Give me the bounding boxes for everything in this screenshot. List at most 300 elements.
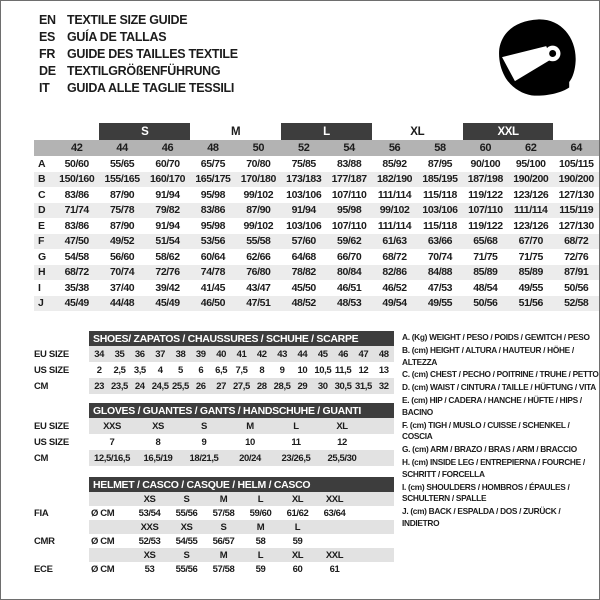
size-value: 24,5 bbox=[151, 380, 169, 392]
row-label: CM bbox=[34, 380, 49, 392]
size-value: XXS bbox=[103, 420, 121, 432]
size-value: 48 bbox=[378, 348, 389, 360]
size-value: XS bbox=[143, 549, 156, 561]
size-value: 155/165 bbox=[99, 172, 144, 188]
table-row bbox=[34, 562, 394, 576]
size-value: 83/86 bbox=[190, 203, 235, 219]
size-value: 182/190 bbox=[372, 172, 417, 188]
table-row bbox=[34, 450, 394, 466]
size-value: 45/49 bbox=[54, 296, 99, 312]
size-value: 46 bbox=[338, 348, 348, 360]
size-value: 111/114 bbox=[377, 219, 412, 232]
size-value: 27,5 bbox=[233, 380, 250, 392]
language-code: ES bbox=[39, 30, 56, 44]
size-value: 170/180 bbox=[236, 172, 281, 188]
size-value: 87/90 bbox=[236, 203, 281, 219]
size-value: 91/94 bbox=[155, 188, 180, 201]
measurement-row bbox=[34, 296, 599, 312]
guide-title: GUÍA DE TALLAS bbox=[67, 30, 167, 44]
size-value: 46/51 bbox=[337, 281, 362, 294]
size-value: 61 bbox=[329, 563, 340, 575]
size-value: 75/78 bbox=[99, 203, 144, 219]
table-row bbox=[34, 434, 394, 450]
size-value: 12,5/16,5 bbox=[93, 452, 131, 464]
size-number: 50 bbox=[236, 140, 281, 156]
size-value: 47/51 bbox=[236, 296, 281, 312]
size-value: 27 bbox=[216, 380, 227, 392]
size-value: 37 bbox=[155, 348, 166, 360]
size-value: 82/86 bbox=[372, 265, 417, 281]
size-value: 95/100 bbox=[515, 157, 546, 170]
table-row bbox=[34, 534, 394, 548]
row-cells bbox=[89, 562, 394, 576]
size-value: 68/72 bbox=[382, 250, 407, 263]
size-value: 63/64 bbox=[323, 507, 346, 519]
textile-size-table bbox=[34, 123, 599, 311]
size-value: 95/98 bbox=[200, 219, 226, 232]
size-value: 46/52 bbox=[382, 281, 407, 294]
size-group-xxl: XXL bbox=[463, 123, 554, 140]
size-value: 70/74 bbox=[99, 265, 144, 281]
size-value: 71/75 bbox=[473, 250, 498, 263]
size-value: 61/63 bbox=[372, 234, 417, 250]
size-value: 31,5 bbox=[354, 380, 372, 392]
size-value: 119/122 bbox=[468, 188, 503, 201]
size-value: 57/58 bbox=[212, 563, 235, 575]
size-value: 48/52 bbox=[281, 296, 326, 312]
size-value: 111/114 bbox=[377, 188, 412, 201]
size-value: M bbox=[219, 493, 228, 505]
size-value: 34 bbox=[94, 348, 105, 360]
size-value: 56/60 bbox=[109, 250, 135, 263]
size-value: 72/76 bbox=[145, 265, 190, 281]
size-value: 28,5 bbox=[273, 380, 291, 392]
legend-item: C. (cm) CHEST / PECHO / POITRINE / TRUHE / PETTO bbox=[402, 369, 599, 380]
size-value: 53/54 bbox=[138, 507, 161, 519]
size-value: 6,5 bbox=[215, 364, 228, 376]
size-value: 20/24 bbox=[239, 452, 261, 464]
size-value: 30 bbox=[317, 380, 328, 392]
measurement-row bbox=[34, 156, 599, 172]
size-value: 99/102 bbox=[243, 219, 274, 232]
language-row bbox=[39, 12, 238, 29]
language-row bbox=[39, 63, 238, 80]
row-label bbox=[34, 477, 89, 492]
size-value: 103/106 bbox=[286, 219, 322, 232]
size-value: L bbox=[257, 493, 264, 505]
row-letter: C bbox=[38, 188, 46, 201]
size-value: 55/65 bbox=[109, 157, 135, 170]
size-value: 55/58 bbox=[236, 234, 281, 250]
size-value: XL bbox=[291, 493, 304, 505]
legend-item: B. (cm) HEIGHT / ALTURA / HAUTEUR / HÖHE / ALTEZZA bbox=[402, 344, 574, 367]
measurement-row bbox=[34, 187, 599, 203]
size-value: 36 bbox=[134, 348, 145, 360]
size-value: XL bbox=[336, 420, 348, 432]
size-value: 95/98 bbox=[326, 203, 371, 219]
gloves-size-table bbox=[34, 403, 394, 466]
size-value: 12 bbox=[358, 364, 369, 376]
size-value: 7 bbox=[109, 436, 115, 448]
size-value: 95/98 bbox=[200, 188, 226, 201]
shoes-table-header: SHOES/ ZAPATOS / CHAUSSURES / SCHUHE / SCARPE bbox=[89, 331, 394, 346]
row-label: ECE bbox=[34, 563, 53, 575]
size-value: XXL bbox=[325, 549, 344, 561]
row-cells bbox=[89, 450, 394, 466]
size-value: S bbox=[201, 420, 207, 432]
size-value: 150/160 bbox=[54, 172, 99, 188]
size-value: 83/86 bbox=[64, 188, 89, 201]
row-cells bbox=[89, 520, 394, 534]
measurement-legend bbox=[402, 331, 599, 531]
row-label: EU SIZE bbox=[34, 348, 69, 360]
size-value: 29 bbox=[297, 380, 308, 392]
size-value: 41/45 bbox=[200, 281, 226, 294]
legend-item: G. (cm) ARM / BRAZO / BRAS / ARM / BRACCIO bbox=[402, 444, 577, 455]
size-value: 25,5/30 bbox=[327, 452, 357, 464]
size-value: M bbox=[246, 420, 254, 432]
size-value: 5 bbox=[178, 364, 183, 376]
guide-title: TEXTILE SIZE GUIDE bbox=[67, 13, 188, 27]
size-group-s: S bbox=[99, 123, 190, 140]
size-value: S bbox=[183, 493, 190, 505]
size-value: 13 bbox=[378, 364, 389, 376]
row-letter: E bbox=[38, 219, 45, 232]
size-value: 76/80 bbox=[236, 265, 281, 281]
size-value: 8 bbox=[155, 436, 161, 448]
size-value: 107/110 bbox=[463, 203, 508, 219]
size-value: 111/114 bbox=[508, 203, 553, 219]
legend-item: F. (cm) TIGH / MUSLO / CUISSE / SCHENKEL / COSCIA bbox=[402, 419, 570, 442]
size-value: 57/60 bbox=[281, 234, 326, 250]
size-value: 115/118 bbox=[422, 188, 457, 201]
size-value: 173/183 bbox=[281, 172, 326, 188]
corner-cell bbox=[34, 123, 54, 140]
language-row bbox=[39, 80, 238, 97]
size-value: 39 bbox=[195, 348, 206, 360]
size-value: 99/102 bbox=[372, 203, 417, 219]
table-row bbox=[34, 346, 394, 362]
size-number: 62 bbox=[508, 140, 553, 156]
row-letter: F bbox=[34, 234, 54, 250]
size-value: 44 bbox=[297, 348, 308, 360]
legend-item: J. (cm) BACK / ESPALDA / DOS / ZURÜCK / INDIETRO bbox=[402, 506, 561, 528]
row-label bbox=[34, 520, 89, 534]
size-value: 103/106 bbox=[286, 188, 322, 201]
row-label: CMR bbox=[34, 535, 55, 547]
helmet-size-table bbox=[34, 477, 394, 576]
size-value: 119/122 bbox=[468, 219, 503, 232]
size-number-row bbox=[34, 140, 599, 156]
measurement-row bbox=[34, 203, 599, 219]
size-group-m: M bbox=[231, 125, 241, 138]
size-value: 47/50 bbox=[54, 234, 99, 250]
size-value: 99/102 bbox=[243, 188, 274, 201]
size-value: 7,5 bbox=[235, 364, 248, 376]
size-value: 45 bbox=[317, 348, 328, 360]
size-number: 52 bbox=[281, 140, 326, 156]
size-value: 127/130 bbox=[558, 219, 594, 232]
size-value: L bbox=[257, 549, 264, 561]
size-value: 49/52 bbox=[99, 234, 144, 250]
size-value: 105/115 bbox=[558, 157, 594, 170]
size-value: 68/72 bbox=[54, 265, 99, 281]
row-letter: D bbox=[34, 203, 54, 219]
size-value: 185/195 bbox=[417, 172, 462, 188]
size-value: 65/68 bbox=[463, 234, 508, 250]
size-value: 23/26,5 bbox=[281, 452, 311, 464]
size-value: 55/56 bbox=[175, 563, 198, 575]
size-number: 64 bbox=[553, 140, 599, 156]
size-value: 59/62 bbox=[326, 234, 371, 250]
size-value: 58 bbox=[255, 535, 266, 547]
size-value: 75/85 bbox=[291, 157, 316, 170]
size-value: 107/110 bbox=[331, 188, 367, 201]
row-label: FIA bbox=[34, 507, 49, 519]
row-cells bbox=[89, 378, 394, 394]
size-value: 64/68 bbox=[291, 250, 316, 263]
size-value: 79/82 bbox=[145, 203, 190, 219]
size-value: 2,5 bbox=[113, 364, 126, 376]
size-value: 53 bbox=[144, 563, 155, 575]
row-letter: B bbox=[34, 172, 54, 188]
size-value: 190/200 bbox=[553, 172, 599, 188]
size-value: 23 bbox=[94, 380, 105, 392]
language-code: DE bbox=[39, 64, 56, 78]
size-value: 38 bbox=[175, 348, 186, 360]
row-label: US SIZE bbox=[34, 364, 69, 376]
table-header-row bbox=[34, 331, 394, 346]
size-value: 165/175 bbox=[190, 172, 235, 188]
size-value: 51/54 bbox=[145, 234, 190, 250]
size-value: 60 bbox=[292, 563, 303, 575]
size-value: 39/42 bbox=[155, 281, 180, 294]
size-value: 65/75 bbox=[200, 157, 226, 170]
table-row bbox=[34, 506, 394, 520]
size-value: M bbox=[219, 549, 228, 561]
size-number: 46 bbox=[145, 140, 190, 156]
legend-item: E. (cm) HIP / CADERA / HANCHE / HÜFTE / HIPS / BACINO bbox=[402, 394, 582, 417]
size-value: 90/100 bbox=[470, 157, 501, 170]
size-value: 9 bbox=[279, 364, 285, 376]
size-value: 41 bbox=[236, 348, 247, 360]
size-value: 59 bbox=[255, 563, 266, 575]
size-value: 50/56 bbox=[463, 296, 508, 312]
size-value: XXL bbox=[325, 493, 344, 505]
size-value: 10,5 bbox=[314, 364, 332, 376]
shoes-size-table bbox=[34, 331, 394, 394]
size-value: 49/54 bbox=[372, 296, 417, 312]
table-header-row bbox=[34, 477, 394, 492]
size-value: 91/94 bbox=[155, 219, 180, 232]
size-value: 48/54 bbox=[473, 281, 498, 294]
size-value: 28 bbox=[256, 380, 267, 392]
row-label: CM bbox=[34, 452, 49, 464]
size-value: 67/70 bbox=[508, 234, 553, 250]
row-label: US SIZE bbox=[34, 436, 69, 448]
size-value: 10 bbox=[245, 436, 255, 448]
size-value: 91/94 bbox=[281, 203, 326, 219]
measurement-row bbox=[34, 249, 599, 265]
size-value: 57/58 bbox=[212, 507, 235, 519]
size-value: 177/187 bbox=[326, 172, 371, 188]
accessory-tables bbox=[34, 331, 394, 576]
size-value: XL bbox=[291, 549, 304, 561]
size-value: 87/90 bbox=[109, 188, 135, 201]
row-label bbox=[34, 492, 89, 506]
row-cells bbox=[89, 434, 394, 450]
guide-title: GUIDA ALLE TAGLIE TESSILI bbox=[67, 81, 235, 95]
size-value: 87/95 bbox=[427, 157, 453, 170]
size-value: 51/56 bbox=[508, 296, 553, 312]
size-value: 80/84 bbox=[326, 265, 371, 281]
size-value: 43 bbox=[277, 348, 287, 360]
size-value: 18/21,5 bbox=[189, 452, 219, 464]
gloves-table-header: GLOVES / GUANTES / GANTS / HANDSCHUHE / GUANTI bbox=[89, 403, 394, 418]
size-value: 59/60 bbox=[249, 507, 272, 519]
size-value: 85/89 bbox=[463, 265, 508, 281]
size-value: 50/60 bbox=[64, 157, 89, 170]
language-code: FR bbox=[39, 47, 56, 61]
row-cells bbox=[89, 492, 394, 506]
legend-item: I. (cm) SHOULDERS / HOMBROS / ÉPAULES / SCHULTERN / SPALLE bbox=[402, 481, 570, 504]
size-value: 25,5 bbox=[172, 380, 189, 392]
size-value: 87/90 bbox=[109, 219, 135, 232]
measurement-row bbox=[34, 218, 599, 234]
size-value: Ø CM bbox=[91, 563, 115, 575]
size-value: 11 bbox=[291, 436, 301, 448]
group-gap-cell bbox=[553, 123, 599, 140]
table-row bbox=[34, 362, 394, 378]
size-value: 187/198 bbox=[463, 172, 508, 188]
size-value: 9 bbox=[201, 436, 207, 448]
table-row bbox=[34, 418, 394, 434]
row-cells bbox=[89, 548, 394, 562]
row-label bbox=[34, 331, 89, 346]
size-value: 83/88 bbox=[337, 157, 362, 170]
size-value: 30,5 bbox=[334, 380, 352, 392]
language-title-list bbox=[39, 12, 238, 97]
size-number: 54 bbox=[326, 140, 371, 156]
size-value: 84/88 bbox=[417, 265, 462, 281]
size-value: 55/56 bbox=[175, 507, 198, 519]
row-letter: H bbox=[34, 265, 54, 281]
size-value: L bbox=[293, 420, 299, 432]
size-value: 37/40 bbox=[109, 281, 135, 294]
size-value: 103/106 bbox=[417, 203, 462, 219]
language-row bbox=[39, 46, 238, 63]
size-value: 23,5 bbox=[111, 380, 128, 392]
row-cells bbox=[89, 346, 394, 362]
measurement-row bbox=[34, 280, 599, 296]
size-value: 50/56 bbox=[564, 281, 589, 294]
size-value: 10 bbox=[297, 364, 308, 376]
legend-item: A. (Kg) WEIGHT / PESO / POIDS / GEWITCH / PESO bbox=[402, 332, 590, 342]
size-value: 56/57 bbox=[212, 535, 235, 547]
language-code: IT bbox=[39, 81, 50, 95]
size-value: 43/47 bbox=[246, 281, 271, 294]
size-value: 35 bbox=[114, 348, 125, 360]
size-value: 107/110 bbox=[331, 219, 367, 232]
size-value: 45/50 bbox=[291, 281, 316, 294]
size-value: 12 bbox=[337, 436, 347, 448]
size-value: M bbox=[256, 521, 265, 533]
size-value: 16,5/19 bbox=[143, 452, 173, 464]
size-value: XXS bbox=[140, 521, 159, 533]
size-value: 58/62 bbox=[155, 250, 180, 263]
size-value: 47 bbox=[358, 348, 369, 360]
helmet-table-header: HELMET / CASCO / CASQUE / HELM / CASCO bbox=[89, 477, 394, 492]
size-value: 46/50 bbox=[190, 296, 235, 312]
size-value: 70/80 bbox=[246, 157, 271, 170]
size-value: 83/86 bbox=[64, 219, 89, 232]
size-value: 60/64 bbox=[200, 250, 226, 263]
size-value: 66/70 bbox=[337, 250, 362, 263]
size-value: 52/53 bbox=[138, 535, 161, 547]
size-number: 44 bbox=[99, 140, 144, 156]
size-value: 2 bbox=[96, 364, 102, 376]
size-value: 78/82 bbox=[281, 265, 326, 281]
size-value: 60/70 bbox=[155, 157, 180, 170]
legend-item: D. (cm) WAIST / CINTURA / TAILLE / HÜFTUNG / VITA bbox=[402, 382, 596, 393]
size-value: 26 bbox=[195, 380, 206, 392]
size-value: 87/91 bbox=[553, 265, 599, 281]
size-value: 35/38 bbox=[64, 281, 89, 294]
size-number: 60 bbox=[463, 140, 508, 156]
size-value: 71/74 bbox=[54, 203, 99, 219]
language-row bbox=[39, 29, 238, 46]
group-gap-cell bbox=[54, 123, 99, 140]
size-value: 115/119 bbox=[553, 203, 599, 219]
row-letter: A bbox=[38, 157, 46, 170]
size-value: L bbox=[294, 521, 301, 533]
row-letter: I bbox=[38, 281, 41, 294]
language-code: EN bbox=[39, 13, 56, 27]
size-value: 3,5 bbox=[133, 364, 146, 376]
row-cells bbox=[89, 534, 394, 548]
racing-helmet-icon bbox=[491, 13, 583, 105]
size-group-row bbox=[34, 123, 599, 140]
size-value: 160/170 bbox=[145, 172, 190, 188]
row-cells bbox=[89, 362, 394, 378]
size-value: XS bbox=[143, 493, 156, 505]
size-value: 68/72 bbox=[553, 234, 599, 250]
size-value: 85/89 bbox=[508, 265, 553, 281]
row-letter: J bbox=[34, 296, 54, 312]
corner-cell bbox=[34, 140, 54, 156]
size-value: 54/58 bbox=[64, 250, 89, 263]
size-value: 74/78 bbox=[190, 265, 235, 281]
size-value: 45/49 bbox=[145, 296, 190, 312]
size-value: S bbox=[183, 549, 190, 561]
lower-section bbox=[34, 331, 599, 576]
row-label bbox=[34, 548, 89, 562]
table-row bbox=[34, 378, 394, 394]
size-value: 8 bbox=[259, 364, 265, 376]
size-value: 115/118 bbox=[422, 219, 457, 232]
size-value: 48/53 bbox=[326, 296, 371, 312]
size-value: 72/76 bbox=[564, 250, 589, 263]
size-value: 71/75 bbox=[518, 250, 543, 263]
size-value: 49/55 bbox=[417, 296, 462, 312]
size-value: 123/126 bbox=[513, 219, 549, 232]
size-value: 190/200 bbox=[508, 172, 553, 188]
size-value: Ø CM bbox=[91, 507, 115, 519]
size-value: 53/56 bbox=[190, 234, 235, 250]
table-row bbox=[34, 520, 394, 534]
size-value: 24 bbox=[134, 380, 145, 392]
size-number: 48 bbox=[190, 140, 235, 156]
